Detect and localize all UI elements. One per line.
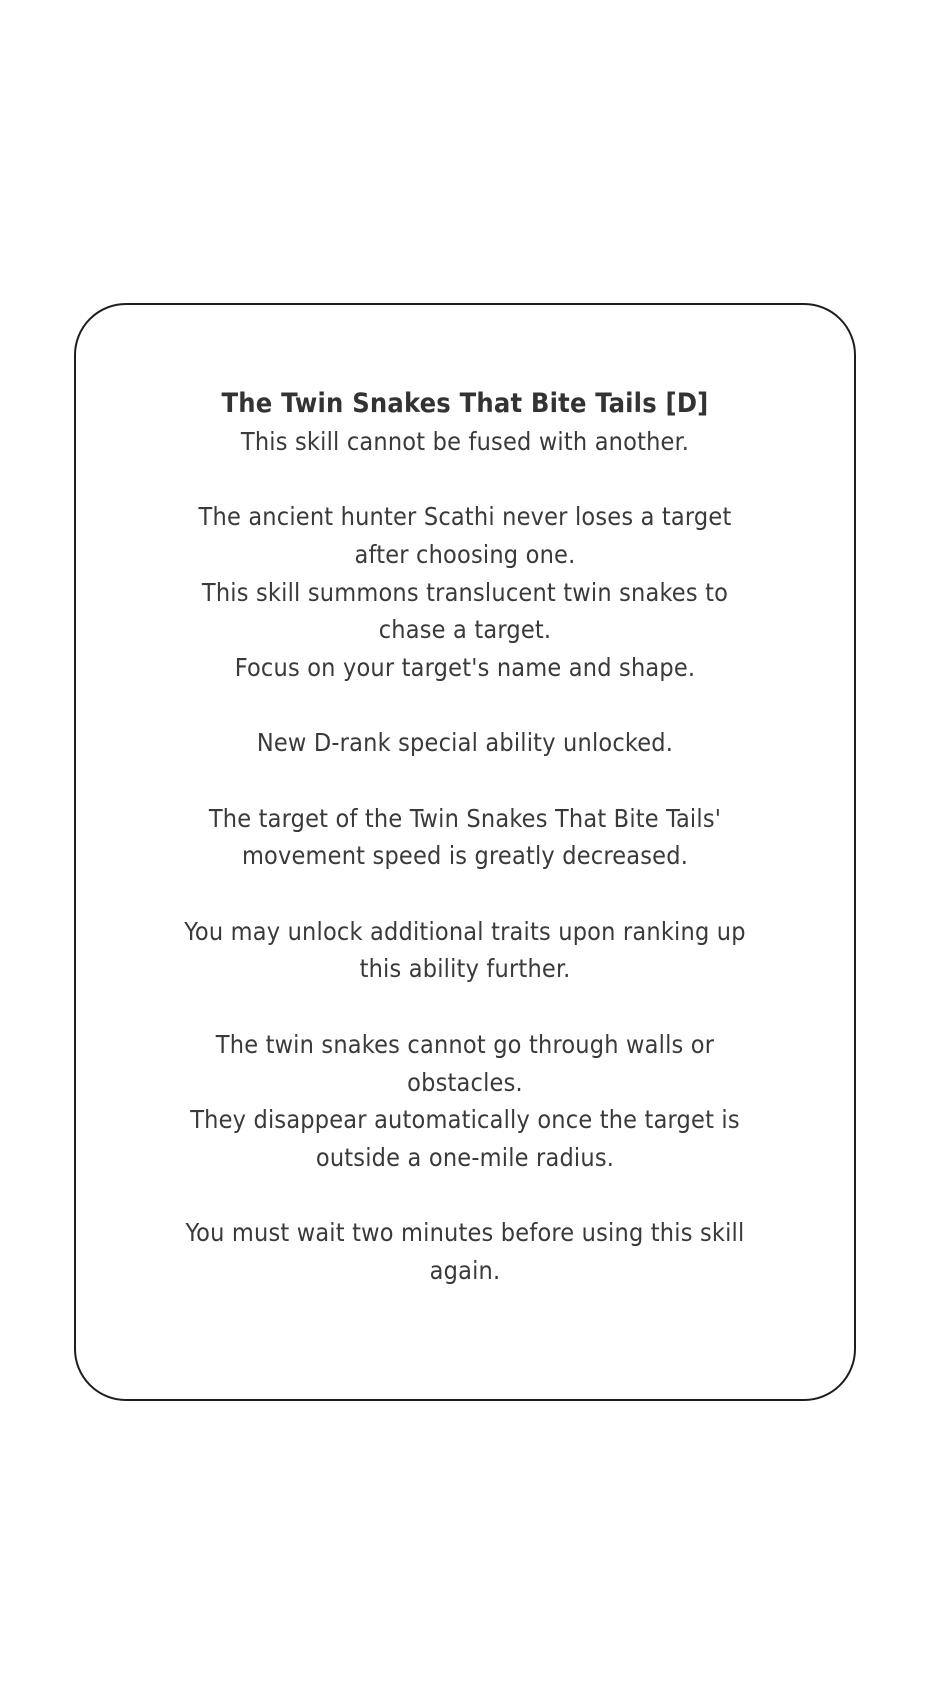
- unlock-notice: New D-rank special ability unlocked.: [256, 728, 674, 758]
- ability-effect-line: The target of the Twin Snakes That Bite Tails': [208, 803, 722, 833]
- cooldown-line: You must wait two minutes before using this skill: [185, 1218, 745, 1248]
- description-line: This skill summons translucent twin snakes to: [201, 577, 729, 607]
- spacer: [76, 875, 854, 913]
- ability-effect-line: movement speed is greatly decreased.: [241, 841, 689, 871]
- description-line: Focus on your target's name and shape.: [234, 652, 696, 682]
- limitation-line: The twin snakes cannot go through walls or: [215, 1029, 715, 1059]
- rank-up-note-line: You may unlock additional traits upon ranking up: [184, 916, 746, 946]
- cooldown-line: again.: [429, 1256, 501, 1286]
- spacer: [76, 460, 854, 498]
- rank-up-note-line: this ability further.: [359, 954, 571, 984]
- limitation-line: outside a one-mile radius.: [315, 1142, 615, 1172]
- description-line: The ancient hunter Scathi never loses a target: [198, 502, 732, 532]
- skill-title: The Twin Snakes That Bite Tails [D]: [221, 388, 709, 419]
- skill-text-block: [76, 385, 854, 1290]
- skill-info-window: [74, 303, 856, 1401]
- spacer: [76, 687, 854, 725]
- description-line: chase a target.: [378, 615, 552, 645]
- spacer: [76, 1177, 854, 1215]
- limitation-line: obstacles.: [407, 1067, 523, 1097]
- limitation-line: They disappear automatically once the target is: [190, 1105, 740, 1135]
- spacer: [76, 988, 854, 1026]
- spacer: [76, 762, 854, 800]
- fusion-note: This skill cannot be fused with another.: [240, 426, 690, 456]
- description-line: after choosing one.: [354, 539, 576, 569]
